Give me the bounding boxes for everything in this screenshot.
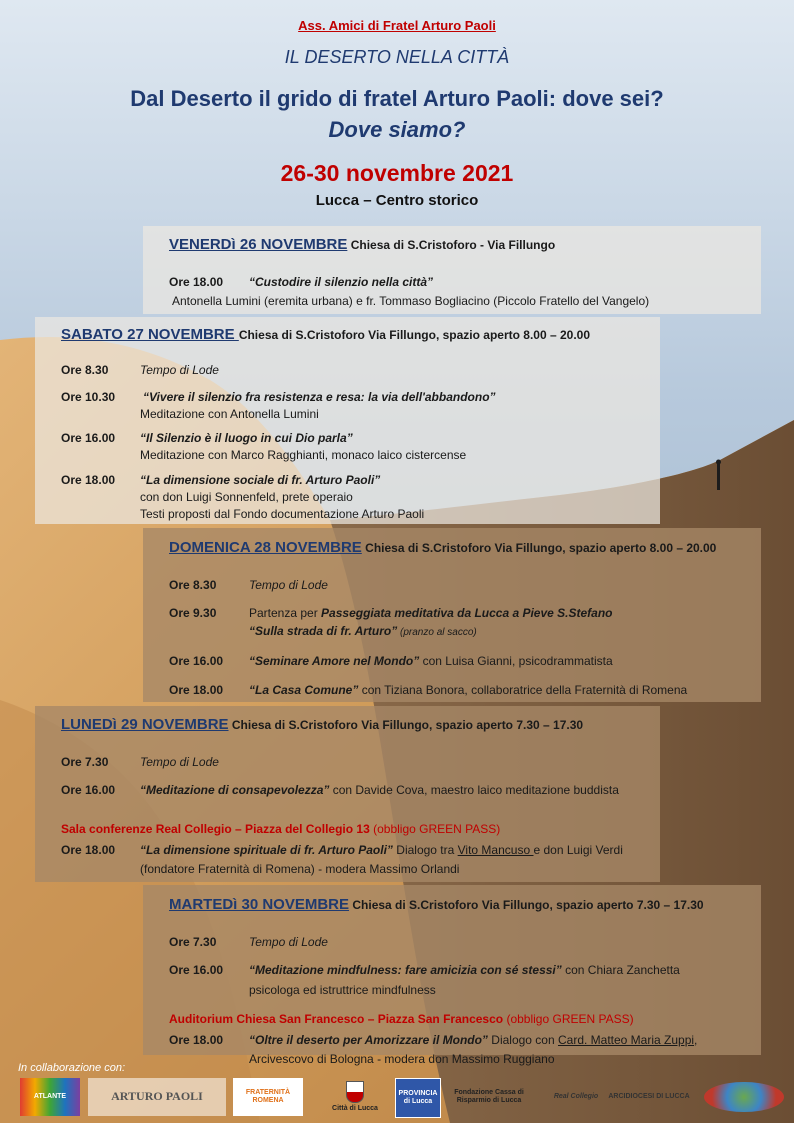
sunday-e2-title: Passeggiata meditativa da Lucca a Pieve S.Stefano (321, 606, 613, 620)
tuesday-venue-note: (obbligo GREEN PASS) (503, 1012, 634, 1026)
event-place: Lucca – Centro storico (315, 192, 479, 209)
monday-e3-speaker-link[interactable]: Vito Mancuso (457, 843, 534, 857)
tuesday-e3-pre: Dialogo con (487, 1033, 558, 1047)
saturday-e4-title: “La dimensione sociale di fr. Arturo Paoli” (140, 473, 381, 487)
monday-e2-desc: con Davide Cova, maestro laico meditazione buddista (329, 783, 619, 797)
saturday-e2-time: Ore 10.30 (61, 390, 116, 404)
event-subtitle: IL DESERTO NELLA CITTÀ (284, 47, 510, 67)
fondazione-cassa-risparmio-logo (453, 1078, 525, 1116)
monday-day: LUNEDì 29 NOVEMBRE (61, 716, 229, 733)
tuesday-e2-title: “Meditazione mindfulness: fare amicizia con sé stessi” (249, 963, 562, 977)
saturday-e1-time: Ore 8.30 (61, 363, 109, 377)
monday-header (61, 716, 583, 733)
event-dates: 26-30 novembre 2021 (280, 160, 514, 186)
saturday-e1-title: Tempo di Lode (140, 363, 219, 377)
sunday-e3-desc: con Luisa Gianni, psicodrammatista (419, 654, 613, 668)
monday-e3-pre: Dialogo tra (392, 843, 458, 857)
tuesday-venue: Auditorium Chiesa San Francesco – Piazza San Francesco (169, 1012, 504, 1026)
monday-venue-note: (obbligo GREEN PASS) (369, 822, 501, 836)
saturday-location: Chiesa di S.Cristoforo Via Fillungo, spazio aperto 8.00 – 20.00 (238, 328, 591, 342)
tuesday-e3-title: “Oltre il deserto per Amorizzare il Mondo” (249, 1033, 488, 1047)
monday-e3-post: e don Luigi Verdi (533, 843, 623, 857)
saturday-header (61, 326, 590, 343)
globe-icon (704, 1082, 784, 1112)
sunday-day: DOMENICA 28 NOVEMBRE (169, 539, 362, 556)
fraternita-romena-logo (233, 1078, 303, 1116)
monday-e2-title: “Meditazione di consapevolezza” (140, 783, 330, 797)
friday-e1-time: Ore 18.00 (169, 275, 224, 289)
monday-e3-title: “La dimensione spirituale di fr. Arturo Paoli” (140, 843, 393, 857)
sunday-e2-note: (pranzo al sacco) (397, 627, 477, 638)
sunday-e2-time: Ore 9.30 (169, 606, 217, 620)
saturday-day: SABATO 27 NOVEMBRE (61, 326, 239, 343)
sunday-e2-line (249, 606, 613, 620)
arcidiocesi-lucca-logo-text: ARCIDIOCESI DI LUCCA (608, 1093, 690, 1101)
tuesday-e1-time: Ore 7.30 (169, 935, 217, 949)
tuesday-location: Chiesa di S.Cristoforo Via Fillungo, spazio aperto 7.30 – 17.30 (349, 898, 704, 912)
real-collegio-logo-text: Real Collegio (553, 1093, 599, 1101)
provincia-di-lucca-logo-text: PROVINCIA di Lucca (398, 1090, 438, 1105)
event-title-line2: Dove siamo? (328, 117, 466, 142)
monday-e2-line (140, 783, 619, 797)
sunday-e4-title: “La Casa Comune” (249, 683, 359, 697)
tuesday-e3-post: , (694, 1033, 698, 1047)
tuesday-e2-desc2: psicologa ed istruttrice mindfulness (249, 983, 436, 997)
friday-header (169, 236, 555, 253)
sunday-header (169, 539, 716, 556)
collaboration-label: In collaborazione con: (18, 1062, 126, 1074)
saturday-e3-title: “Il Silenzio è il luogo in cui Dio parla” (140, 431, 353, 445)
real-collegio-logo (550, 1078, 602, 1116)
arturo-paoli-logo-text: ARTURO PAOLI (111, 1089, 203, 1104)
saturday-e3-time: Ore 16.00 (61, 431, 116, 445)
arturo-paoli-logo (88, 1078, 226, 1116)
saturday-e4-time: Ore 18.00 (61, 473, 116, 487)
tuesday-e2-time: Ore 16.00 (169, 963, 224, 977)
citta-di-lucca-logo-text: Città di Lucca (332, 1105, 378, 1113)
sunday-e1-title: Tempo di Lode (249, 578, 328, 592)
tuesday-e1-title: Tempo di Lode (249, 935, 328, 949)
monday-location: Chiesa di S.Cristoforo Via Fillungo, spazio aperto 7.30 – 17.30 (228, 718, 584, 732)
atlante-logo-text: ATLANTE (33, 1093, 67, 1101)
monday-e3-time: Ore 18.00 (61, 843, 116, 857)
saturday-e4-desc2: Testi proposti dal Fondo documentazione Arturo Paoli (140, 507, 425, 521)
organization-name: Ass. Amici di Fratel Arturo Paoli (298, 18, 496, 33)
citta-di-lucca-logo (326, 1078, 384, 1116)
sunday-e4-desc: con Tiziana Bonora, collaboratrice della Fraternità di Romena (358, 683, 688, 697)
sunday-e2-sub: “Sulla strada di fr. Arturo” (249, 624, 398, 638)
friday-location: Chiesa di S.Cristoforo - Via Fillungo (347, 238, 556, 252)
atlante-logo (20, 1078, 80, 1116)
saturday-e2-title: “Vivere il silenzio fra resistenza e resa: la via dell'abbandono” (143, 390, 496, 404)
friday-e1-title: “Custodire il silenzio nella città” (249, 275, 434, 289)
monday-e3-line (140, 843, 623, 857)
sunday-e3-line (249, 654, 613, 668)
tuesday-e2-line (249, 963, 680, 977)
tuesday-header (169, 896, 704, 913)
saturday-e2-desc: Meditazione con Antonella Lumini (140, 407, 319, 421)
friday-day: VENERDì 26 NOVEMBRE (169, 236, 348, 253)
arcidiocesi-lucca-logo (608, 1078, 690, 1116)
tuesday-e3-speaker-link[interactable]: Card. Matteo Maria Zuppi (557, 1033, 695, 1047)
tuesday-e3-time: Ore 18.00 (169, 1033, 224, 1047)
tuesday-day: MARTEDì 30 NOVEMBRE (169, 896, 350, 913)
sunday-location: Chiesa di S.Cristoforo Via Fillungo, spazio aperto 8.00 – 20.00 (361, 541, 717, 555)
fraternita-romena-logo-text: FRATERNITÀ ROMENA (245, 1089, 291, 1104)
monday-e2-time: Ore 16.00 (61, 783, 116, 797)
monday-venue-line (61, 822, 500, 836)
sunday-e1-time: Ore 8.30 (169, 578, 217, 592)
sunday-e3-time: Ore 16.00 (169, 654, 224, 668)
sunday-e4-time: Ore 18.00 (169, 683, 224, 697)
tuesday-e2-desc: con Chiara Zanchetta (561, 963, 680, 977)
monday-e1-time: Ore 7.30 (61, 755, 109, 769)
friday-e1-desc: Antonella Lumini (eremita urbana) e fr. Tommaso Bogliacino (Piccolo Fratello del Vangelo) (172, 294, 650, 308)
tuesday-e3-desc2: Arcivescovo di Bologna - modera don Massimo Ruggiano (249, 1052, 555, 1066)
monday-venue: Sala conferenze Real Collegio – Piazza del Collegio 13 (61, 822, 370, 836)
fondazione-cassa-risparmio-logo-text: Fondazione Cassa di Risparmio di Lucca (454, 1089, 524, 1104)
sunday-e3-title: “Seminare Amore nel Mondo” (249, 654, 420, 668)
sunday-e2-pre: Partenza per (249, 606, 322, 620)
saturday-e3-desc: Meditazione con Marco Ragghianti, monaco laico cistercense (140, 448, 467, 462)
globe-logo (702, 1078, 786, 1116)
lucca-crest-icon (346, 1081, 364, 1103)
sunday-e4-line (249, 683, 687, 697)
monday-e3-desc2: (fondatore Fraternità di Romena) - modera Massimo Orlandi (140, 862, 460, 876)
event-title-line1: Dal Deserto il grido di fratel Arturo Paoli: dove sei? (130, 86, 664, 111)
monday-e1-title: Tempo di Lode (140, 755, 219, 769)
sunday-e2-subline (249, 624, 477, 638)
saturday-e4-desc1: con don Luigi Sonnenfeld, prete operaio (140, 490, 353, 504)
tuesday-e3-line (249, 1033, 697, 1047)
tuesday-venue-line (169, 1012, 634, 1026)
provincia-di-lucca-logo (395, 1078, 441, 1118)
